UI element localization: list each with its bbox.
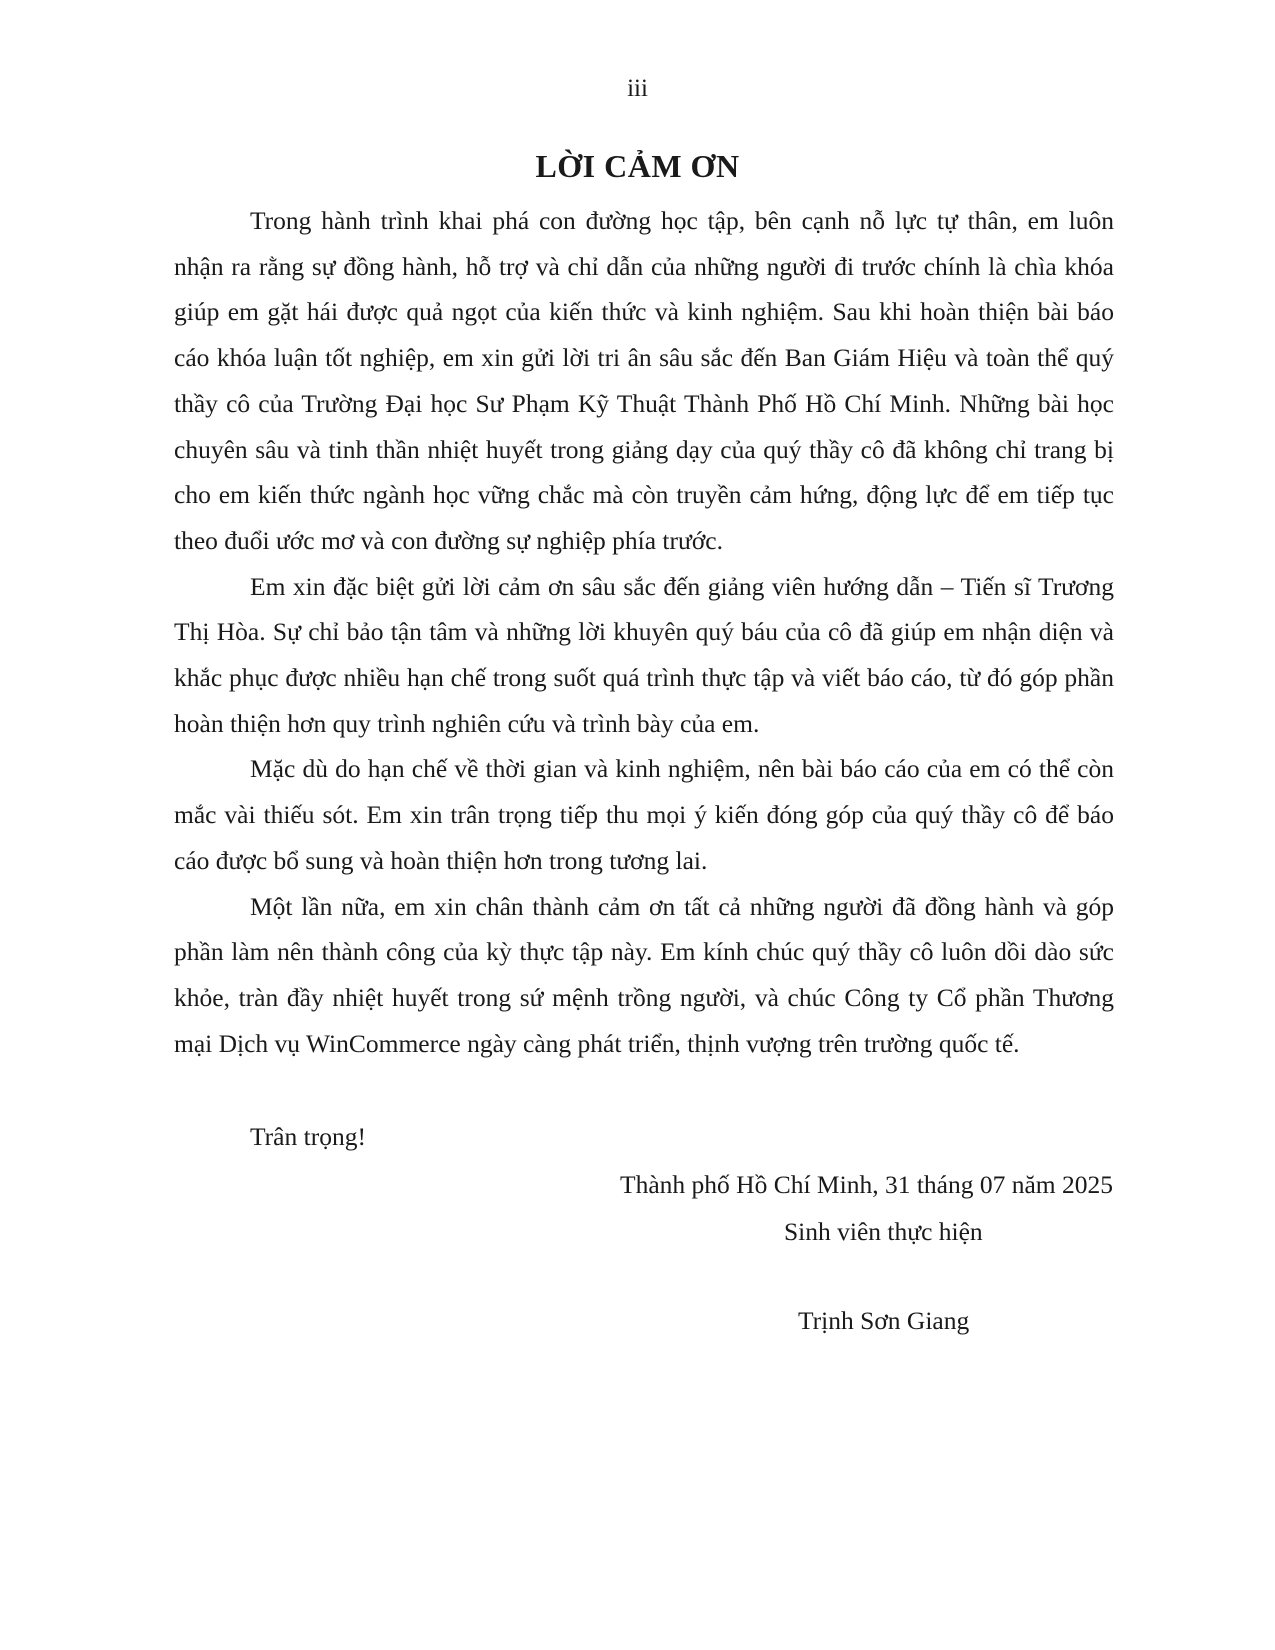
page-number: iii: [627, 75, 648, 102]
paragraph-intro: Trong hành trình khai phá con đường học tập, bên cạnh nỗ lực tự thân, em luôn nhận ra rằng sự đồng hành, hỗ trợ và chỉ dẫn của những người đi trước chính là chìa khóa giúp em gặt hái được quả ngọt của kiến thức và kinh nghiệm. Sau khi hoàn thiện bài báo cáo khóa luận tốt nghiệp, em xin gửi lời tri ân sâu sắc đến Ban Giám Hiệu và toàn thể quý thầy cô của Trường Đại học Sư Phạm Kỹ Thuật Thành Phố Hồ Chí Minh. Những bài học chuyên sâu và tinh thần nhiệt huyết trong giảng dạy của quý thầy cô đã không chỉ trang bị cho em kiến thức ngành học vững chắc mà còn truyền cảm hứng, động lực để em tiếp tục theo đuổi ước mơ và con đường sự nghiệp phía trước.: [174, 206, 1114, 555]
paragraph-advisor: Em xin đặc biệt gửi lời cảm ơn sâu sắc đến giảng viên hướng dẫn – Tiến sĩ Trương Thị Hòa. Sự chỉ bảo tận tâm và những lời khuyên quý báu của cô đã giúp em nhận diện và khắc phục được nhiều hạn chế trong suốt quá trình thực tập và viết báo cáo, từ đó góp phần hoàn thiện hơn quy trình nghiên cứu và trình bày của em.: [174, 571, 1114, 738]
closing-salutation: Trân trọng!: [250, 1122, 366, 1151]
paragraph-final-thanks: Một lần nữa, em xin chân thành cảm ơn tất cả những người đã đồng hành và góp phần làm nên thành công của kỳ thực tập này. Em kính chúc quý thầy cô luôn dồi dào sức khỏe, tràn đầy nhiệt huyết trong sứ mệnh trồng người, và chúc Công ty Cổ phần Thương mại Dịch vụ WinCommerce ngày càng phát triển, thịnh vượng trên trường quốc tế.: [174, 891, 1114, 1058]
signer-role: Sinh viên thực hiện: [784, 1217, 983, 1246]
signer-name: Trịnh Sơn Giang: [798, 1306, 970, 1335]
acknowledgement-body: [174, 198, 1114, 1066]
place-date-line: Thành phố Hồ Chí Minh, 31 tháng 07 năm 2025: [620, 1170, 1113, 1199]
page-title: LỜI CẢM ƠN: [535, 148, 740, 184]
paragraph-limitations: Mặc dù do hạn chế về thời gian và kinh nghiệm, nên bài báo cáo của em có thể còn mắc vài thiếu sót. Em xin trân trọng tiếp thu mọi ý kiến đóng góp của quý thầy cô để báo cáo được bổ sung và hoàn thiện hơn trong tương lai.: [174, 754, 1114, 875]
